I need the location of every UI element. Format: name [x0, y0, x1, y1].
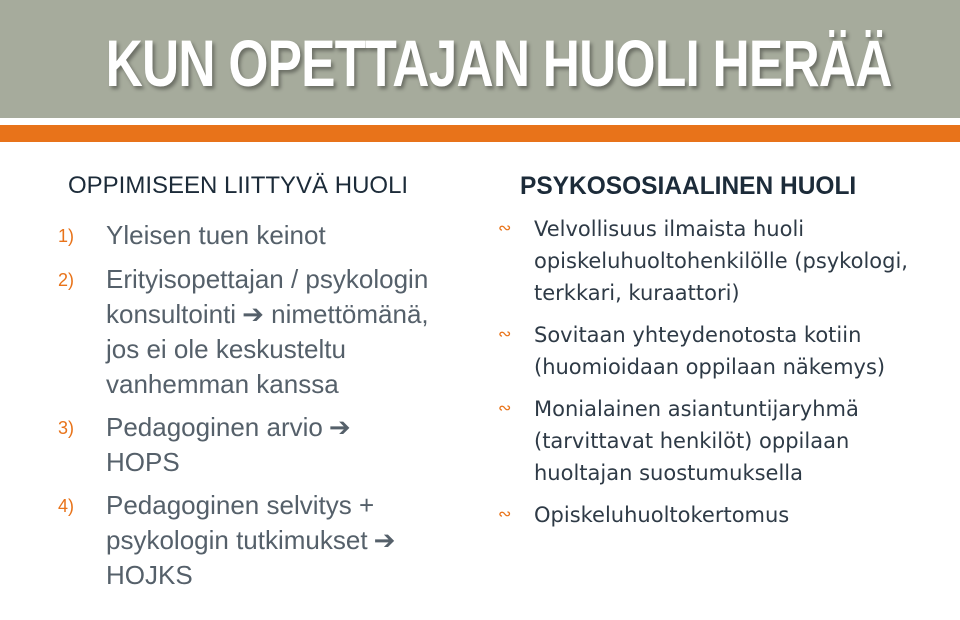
loop-bullet-icon: ∾	[498, 400, 512, 417]
slide-title: KUN OPETTAJAN HUOLI HERÄÄ	[105, 26, 892, 100]
list-item	[58, 410, 478, 480]
list-item	[498, 393, 948, 489]
list-item	[58, 488, 478, 593]
numbered-list	[58, 218, 478, 593]
list-item-text-main: Pedagoginen arvio	[106, 412, 323, 442]
left-heading: OPPIMISEEN LIITTYVÄ HUOLI	[68, 172, 409, 199]
arrow-right-icon: ➔	[328, 412, 351, 442]
right-column	[498, 172, 948, 541]
list-item-text-after: nimettömänä, jos ei ole keskusteltu vanhemman kanssa	[106, 299, 429, 399]
divider-line	[0, 118, 960, 123]
list-item-text	[106, 488, 466, 593]
list-item	[58, 218, 478, 254]
list-number: 1)	[58, 226, 75, 246]
list-item	[498, 213, 948, 309]
bullet-list	[498, 213, 948, 531]
list-item	[498, 499, 948, 531]
list-item-text-after: HOJKS	[106, 560, 193, 590]
bullet-text: Monialainen asiantuntijaryhmä (tarvittavat henkilöt) oppilaan huoltajan suostumuksella	[534, 397, 859, 485]
bullet-text: Opiskeluhuoltokertomus	[534, 503, 790, 527]
arrow-right-icon: ➔	[373, 525, 396, 555]
left-column	[58, 172, 478, 601]
list-item-text-main: Yleisen tuen keinot	[106, 220, 326, 250]
list-item-text	[106, 218, 326, 254]
loop-bullet-icon: ∾	[498, 220, 512, 237]
list-number: 3)	[58, 418, 75, 438]
list-item	[58, 262, 478, 402]
bullet-text: Velvollisuus ilmaista huoli opiskeluhuoltohenkilölle (psykologi, terkkari, kuraattori)	[534, 217, 908, 305]
list-item-text-main: Erityisopettajan / psykologin konsultointi	[106, 264, 429, 329]
list-item-text-main: Pedagoginen selvitys + psykologin tutkimukset	[106, 490, 375, 555]
loop-bullet-icon: ∾	[498, 326, 512, 343]
right-heading: PSYKOSOSIAALINEN HUOLI	[520, 172, 857, 200]
list-item	[498, 319, 948, 383]
list-number: 2)	[58, 270, 75, 290]
accent-bar	[0, 125, 960, 142]
list-item-text-after: HOPS	[106, 447, 180, 477]
arrow-right-icon: ➔	[242, 299, 264, 329]
loop-bullet-icon: ∾	[498, 506, 512, 523]
list-item-text	[106, 262, 456, 402]
list-item-text	[106, 410, 456, 480]
bullet-text: Sovitaan yhteydenotosta kotiin (huomioidaan oppilaan näkemys)	[534, 323, 886, 379]
list-number: 4)	[58, 496, 75, 516]
